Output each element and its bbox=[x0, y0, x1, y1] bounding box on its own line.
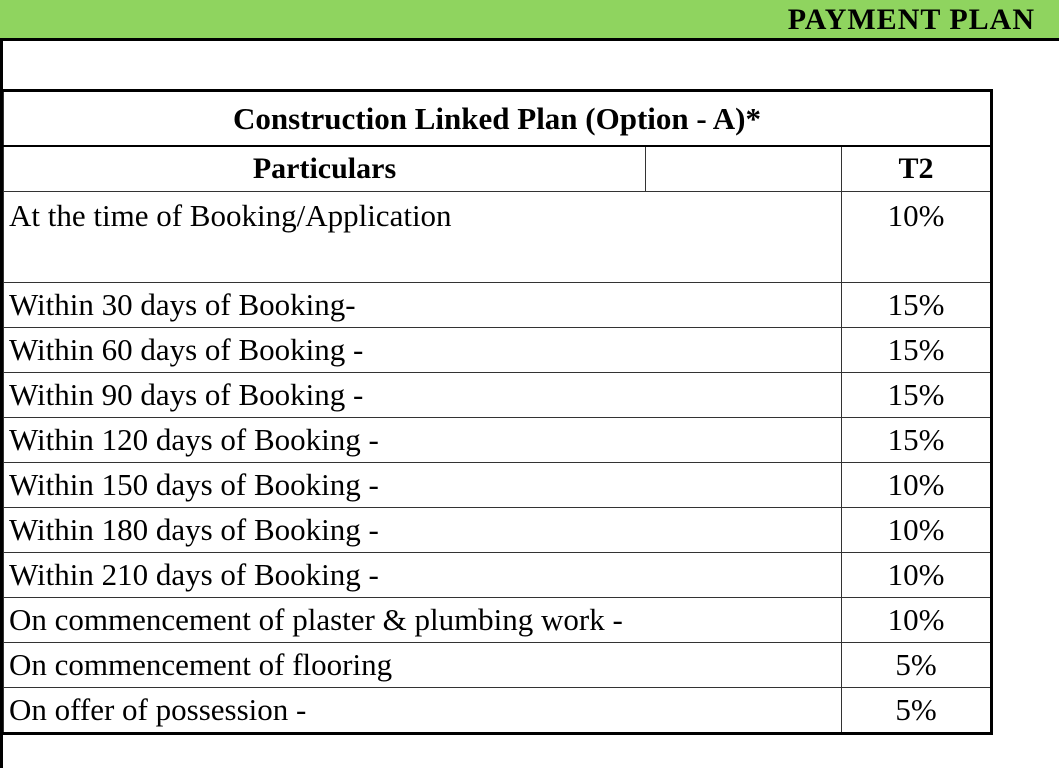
table-row bbox=[4, 508, 992, 553]
table-row bbox=[4, 283, 992, 328]
row-particular: Within 120 days of Booking - bbox=[4, 418, 842, 463]
row-value: 5% bbox=[842, 688, 992, 734]
row-particular: Within 210 days of Booking - bbox=[4, 553, 842, 598]
table-caption-row bbox=[4, 91, 992, 147]
row-value: 10% bbox=[842, 553, 992, 598]
payment-plan-banner bbox=[0, 0, 1059, 41]
row-value: 15% bbox=[842, 328, 992, 373]
table-row bbox=[4, 418, 992, 463]
table-header-row bbox=[4, 146, 992, 192]
row-particular: Within 180 days of Booking - bbox=[4, 508, 842, 553]
row-particular: Within 60 days of Booking - bbox=[4, 328, 842, 373]
banner-title: PAYMENT PLAN bbox=[787, 3, 1035, 36]
row-value: 10% bbox=[842, 598, 992, 643]
row-particular: Within 90 days of Booking - bbox=[4, 373, 842, 418]
header-blank bbox=[646, 146, 842, 192]
row-value: 15% bbox=[842, 373, 992, 418]
header-particulars: Particulars bbox=[4, 146, 646, 192]
table-row bbox=[4, 598, 992, 643]
table-row bbox=[4, 463, 992, 508]
table-row bbox=[4, 553, 992, 598]
row-value: 15% bbox=[842, 283, 992, 328]
table-row bbox=[4, 688, 992, 734]
table-row bbox=[4, 643, 992, 688]
table-row bbox=[4, 328, 992, 373]
row-value: 10% bbox=[842, 508, 992, 553]
table-caption: Construction Linked Plan (Option - A)* bbox=[4, 91, 992, 147]
row-value: 10% bbox=[842, 463, 992, 508]
row-value: 10% bbox=[842, 192, 992, 283]
row-particular: Within 30 days of Booking- bbox=[4, 283, 842, 328]
row-particular: On commencement of flooring bbox=[4, 643, 842, 688]
row-particular: Within 150 days of Booking - bbox=[4, 463, 842, 508]
row-value: 15% bbox=[842, 418, 992, 463]
row-value: 5% bbox=[842, 643, 992, 688]
row-particular: At the time of Booking/Application bbox=[4, 192, 842, 283]
header-t2: T2 bbox=[842, 146, 992, 192]
row-particular: On offer of possession - bbox=[4, 688, 842, 734]
payment-plan-table bbox=[3, 89, 993, 735]
table-row bbox=[4, 373, 992, 418]
row-particular: On commencement of plaster & plumbing work - bbox=[4, 598, 842, 643]
table-row bbox=[4, 192, 992, 283]
